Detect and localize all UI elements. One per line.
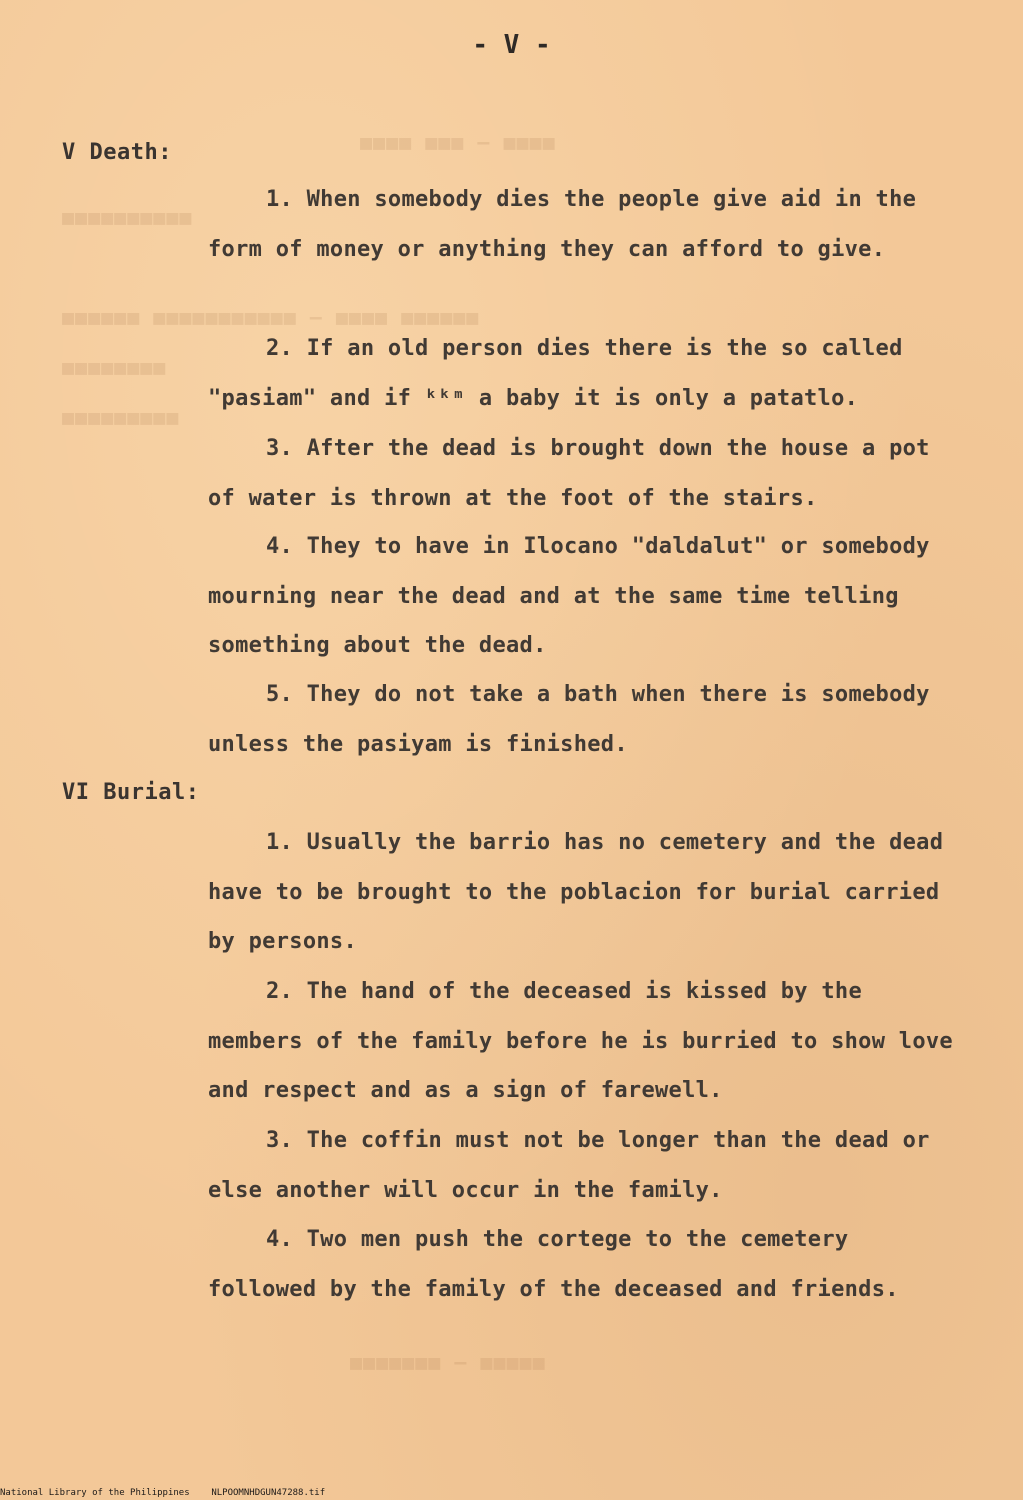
page-number: - V -: [472, 30, 551, 60]
footer-filename: NLPOOMNHDGUN47288.tif: [211, 1488, 326, 1498]
death-item-4: 4. They to have in Ilocano "daldalut" or somebody mourning near the dead and at the same time telling something about the dead.: [208, 534, 930, 658]
section-heading-death: V Death:: [62, 140, 172, 165]
death-item-5: 5. They do not take a bath when there is somebody unless the pasiyam is finished.: [208, 682, 930, 757]
archive-footer: [0, 1488, 325, 1498]
death-item-3: 3. After the dead is brought down the house a pot of water is thrown at the foot of the stairs.: [208, 436, 930, 511]
death-item-1: 1. When somebody dies the people give aid in the form of money or anything they can afford to give.: [208, 187, 917, 262]
burial-item-4: 4. Two men push the cortege to the cemetery followed by the family of the deceased and friends.: [208, 1227, 899, 1302]
burial-item-2: 2. The hand of the deceased is kissed by the members of the family before he is burried to show love and respect and as a sign of farewell.: [208, 979, 953, 1103]
bleed-through-mark: ■■■■■■■■■: [62, 405, 180, 429]
bleed-through-mark: ■■■■■■■■■■: [62, 205, 193, 229]
bleed-through-mark: ■■■■■■■■: [62, 355, 167, 379]
burial-item-1: 1. Usually the barrio has no cemetery and the dead have to be brought to the poblacion for burial carried by persons.: [208, 830, 944, 954]
bleed-through-mark: ■■■■■■■ – ■■■■■: [350, 1350, 546, 1374]
death-item-2: 2. If an old person dies there is the so called "pasiam" and if ᵏᵏᵐ a baby it is only a patatlo.: [208, 336, 903, 411]
section-heading-burial: VI Burial:: [62, 780, 200, 805]
bleed-through-mark: ■■■■■■ ■■■■■■■■■■■ – ■■■■ ■■■■■■: [62, 305, 480, 329]
bleed-through-mark: ■■■■ ■■■ – ■■■■: [360, 130, 556, 154]
burial-item-3: 3. The coffin must not be longer than the dead or else another will occur in the family.: [208, 1128, 930, 1203]
footer-library: National Library of the Philippines: [0, 1488, 190, 1498]
